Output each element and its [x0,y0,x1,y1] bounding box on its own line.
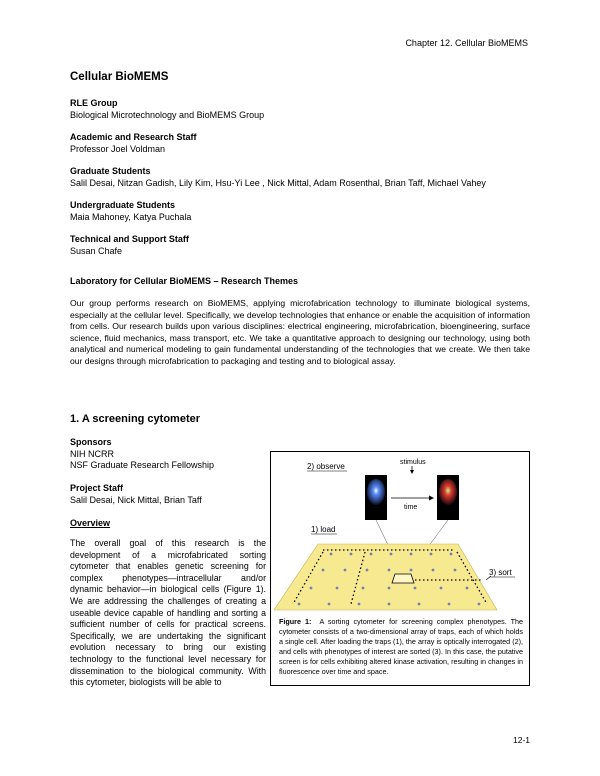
section-heading: Academic and Research Staff [70,132,197,142]
section-heading: Graduate Students [70,166,151,176]
section-heading: Undergraduate Students [70,200,176,210]
caption-text: A sorting cytometer for screening complex phenotypes. The cytometer consists of a two-dimensional array of traps, each of which holds a single cell. After loading the traps (1), the array is optically interrogated (2), and cells with phenotypes of interest are sorted (3). In this case, the putative screen is for cells exhibiting altered kinase activation, resulting in changes in fluorescence over time and space. [279,617,523,676]
section-heading: Technical and Support Staff [70,234,189,244]
overview-heading: Overview [70,518,111,528]
label-sort: 3) sort [489,568,512,577]
sponsors-block [70,437,214,472]
page-title: Cellular BioMEMS [70,71,169,83]
sponsors-heading: Sponsors [70,437,112,447]
section-undergraduate-students [70,200,191,223]
figure-1 [270,451,530,686]
label-time: time [404,504,418,511]
page-number: 12-1 [512,735,530,745]
label-load: 1) load [311,525,336,534]
stimulus-arrow-head [410,470,414,474]
section-graduate-students [70,166,486,189]
project-staff-names: Salil Desai, Nick Mittal, Brian Taff [70,494,202,505]
time-arrow-head [429,496,434,501]
project-title: 1. A screening cytometer [70,413,201,425]
section-text: Maia Mahoney, Katya Puchala [70,211,192,222]
figure-caption [279,617,523,677]
research-themes-heading: Laboratory for Cellular BioMEMS – Research Themes [70,276,299,286]
label-stimulus: stimulus [400,459,426,466]
section-academic-staff [70,132,197,155]
project-staff-block [70,483,202,506]
cell-fluorescence-after [439,479,457,505]
caption-label: Figure 1: [279,617,312,626]
cytometer-illustration [271,452,529,617]
section-technical-staff [70,234,189,257]
research-themes-paragraph: Our group performs research on BioMEMS, applying microfabrication technology to illuminate biological systems, especially at the cellular level. Specifically, we develop technologies that enhance or enable the acquisition of information from cells. Our research builds upon various disciplines: electrical engineering, microfabrication, bioengineering, surface science, fluid mechanics, mass transport, etc. We take a quantitative approach to designing our technology, using both analytical and numerical modeling to gain fundamental understanding of the technologies that we create. We then take our designs through microfabrication to packaging and testing and to biological assay. [70,298,530,366]
label-observe: 2) observe [307,462,345,471]
section-text: Biological Microtechnology and BioMEMS Group [70,109,265,120]
trap-array-chip [274,544,497,610]
section-text: Professor Joel Voldman [70,143,166,154]
selected-trap [392,574,414,583]
section-text: Salil Desai, Nitzan Gadish, Lily Kim, Hsu-Yi Lee , Nick Mittal, Adam Rosenthal, Brian Taff, Michael Vahey [70,177,486,188]
cell-fluorescence-before [367,479,385,505]
project-staff-heading: Project Staff [70,483,124,493]
sponsor-item: NSF Graduate Research Fellowship [70,460,215,470]
running-header: Chapter 12. Cellular BioMEMS [405,38,528,48]
sponsor-item: NIH NCRR [70,448,114,459]
section-text: Susan Chafe [70,245,123,256]
overview-paragraph: The overall goal of this research is the development of a microfabricated sorting cytometer that enables genetic screening for complex phenotypes—intracellular and/or dynamic behavior—in biological cells (Figure 1). We are addressing the challenges of creating a useable device capable of handling and sorting a sufficient number of cells for practical screens. Specifically, we are undertaking the significant evolution necessary to bring our existing technology to the functional level necessary for dissemination to the biological community. With this cytometer, biologists will be able to [70,538,266,688]
section-rle-group [70,98,264,121]
section-heading: RLE Group [70,98,118,108]
